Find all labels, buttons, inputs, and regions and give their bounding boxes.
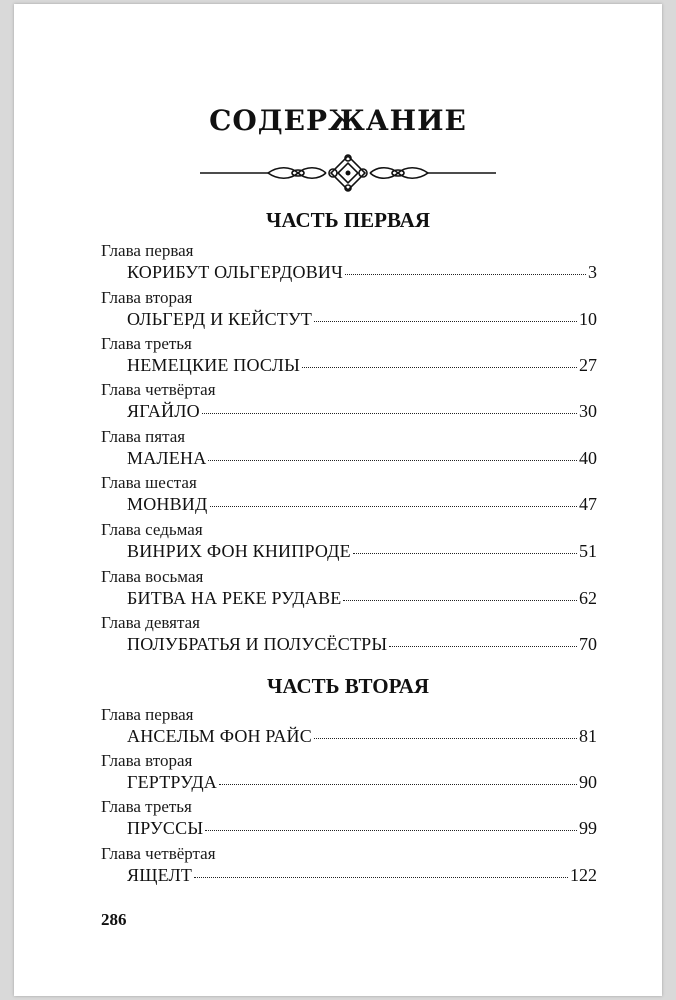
- toc-page-number: 99: [579, 818, 597, 838]
- toc-entry-title: ОЛЬГЕРД И КЕЙСТУТ: [127, 309, 313, 329]
- dot-leader: [314, 321, 577, 322]
- dot-leader: [202, 413, 577, 414]
- toc-page-number: 122: [570, 865, 597, 885]
- toc-entry-title: АНСЕЛЬМ ФОН РАЙС: [127, 726, 312, 746]
- dot-leader: [389, 646, 577, 647]
- toc-page-number: 70: [579, 634, 597, 654]
- toc-entry: [127, 634, 597, 656]
- page-number-folio: 286: [101, 910, 127, 929]
- toc-entry-title: ЯЩЕЛТ: [127, 865, 193, 885]
- chapter-label: Глава четвёртая: [101, 380, 216, 399]
- dot-leader: [205, 830, 577, 831]
- toc-page-number: 40: [579, 448, 597, 468]
- toc-page-number: 27: [579, 355, 597, 375]
- toc-entry: [127, 588, 597, 610]
- chapter-label: Глава четвёртая: [101, 844, 216, 863]
- part-heading: ЧАСТЬ ВТОРАЯ: [266, 674, 430, 698]
- ornament-divider-icon: [198, 154, 498, 192]
- chapter-label: Глава восьмая: [101, 567, 204, 586]
- toc-entry-title: БИТВА НА РЕКЕ РУДАВЕ: [127, 588, 342, 608]
- toc-entry-title: ГЕРТРУДА: [127, 772, 217, 792]
- toc-page-number: 81: [579, 726, 597, 746]
- chapter-label: Глава первая: [101, 241, 194, 260]
- dot-leader: [314, 738, 577, 739]
- dot-leader: [302, 367, 577, 368]
- dot-leader: [194, 877, 568, 878]
- chapter-label: Глава пятая: [101, 427, 186, 446]
- toc-entry-title: ЯГАЙЛО: [127, 401, 200, 421]
- chapter-label: Глава девятая: [101, 613, 200, 632]
- toc-entry: [127, 541, 597, 563]
- toc-entry-title: ПРУССЫ: [127, 818, 204, 838]
- part-heading: ЧАСТЬ ПЕРВАЯ: [265, 208, 431, 232]
- toc-entry-title: МАЛЕНА: [127, 448, 207, 468]
- toc-page-number: 47: [579, 494, 597, 514]
- toc-entry: [127, 401, 597, 423]
- chapter-label: Глава вторая: [101, 288, 193, 307]
- dot-leader: [345, 274, 586, 275]
- page-title: СОДЕРЖАНИЕ: [209, 104, 467, 137]
- chapter-label: Глава вторая: [101, 751, 193, 770]
- toc-entry: [127, 494, 597, 516]
- toc-entry-title: ВИНРИХ ФОН КНИПРОДЕ: [127, 541, 351, 561]
- chapter-label: Глава шестая: [101, 473, 197, 492]
- toc-entry: [127, 355, 597, 377]
- toc-entry: [127, 818, 597, 840]
- toc-entry: [127, 865, 597, 887]
- chapter-label: Глава третья: [101, 797, 192, 816]
- chapter-label: Глава седьмая: [101, 520, 203, 539]
- toc-page-number: 62: [579, 588, 597, 608]
- toc-entry: [127, 448, 597, 470]
- toc-entry-title: НЕМЕЦКИЕ ПОСЛЫ: [127, 355, 300, 375]
- dot-leader: [353, 553, 577, 554]
- toc-entry-title: КОРИБУТ ОЛЬГЕРДОВИЧ: [127, 262, 343, 282]
- toc-entry: [127, 262, 597, 284]
- toc-entry: [127, 726, 597, 748]
- chapter-label: Глава первая: [101, 705, 194, 724]
- toc-entry-title: ПОЛУБРАТЬЯ И ПОЛУСЁСТРЫ: [127, 634, 388, 654]
- chapter-label: Глава третья: [101, 334, 192, 353]
- dot-leader: [219, 784, 577, 785]
- toc-page-number: 30: [579, 401, 597, 421]
- dot-leader: [343, 600, 577, 601]
- toc-page-number: 3: [588, 262, 597, 282]
- toc-page-number: 10: [579, 309, 597, 329]
- dot-leader: [210, 506, 578, 507]
- toc-entry: [127, 772, 597, 794]
- toc-entry-title: МОНВИД: [127, 494, 208, 514]
- toc-page-number: 90: [579, 772, 597, 792]
- toc-entry: [127, 309, 597, 331]
- dot-leader: [208, 460, 577, 461]
- toc-page-number: 51: [579, 541, 597, 561]
